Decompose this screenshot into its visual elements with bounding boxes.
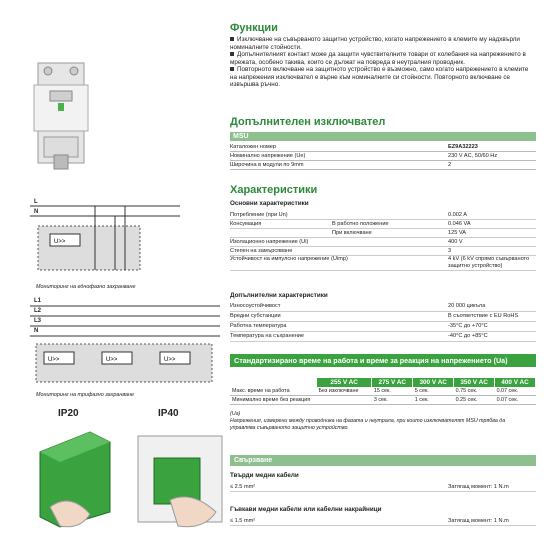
timing-table	[230, 378, 536, 405]
col-300: 300 V AC	[413, 378, 454, 387]
wire-label-L: L	[34, 199, 38, 205]
single-phase-caption: Мониторинг на еднофазно захранване	[36, 284, 136, 290]
table-row: Устойчивост на импулсно напрежение (Uimp) 4 kV (6 kV спрямо съвърваното защитно устройство)	[230, 256, 536, 271]
single-phase-diagram	[30, 196, 180, 288]
product-image	[30, 55, 92, 175]
wire-label-L3: L3	[34, 318, 42, 324]
svg-text:U>>: U>>	[106, 357, 118, 363]
extra-characteristics-title: Допълнителни характеристики	[230, 292, 328, 299]
col-275: 275 V AC	[372, 378, 413, 387]
table-row: Изолационно напрежение (Ui) 400 V	[230, 238, 536, 247]
table-row: Макс. време на работа Без изключване 15 сек. 5 сек. 0.75 сек. 0.07 сек.	[230, 387, 536, 396]
ip20-image	[30, 422, 130, 532]
svg-text:U>>: U>>	[164, 357, 176, 363]
function-item-1: Изключване на съвърваното защитно устройство, когато напрежението в клемите му надхвърли номиналните стойности.	[230, 36, 520, 51]
main-characteristics-title: Основни характеристики	[230, 200, 309, 207]
function-item-2: Допълнителният контакт може да защити чувствителните товари от колебания на напрежението в мрежата, особено такива, които се дължат на повреда в неутралния проводник.	[230, 51, 526, 66]
col-350: 350 V AC	[454, 378, 495, 387]
table-row: Широчина в модули по 9mm 2	[230, 161, 536, 170]
accessory-product-bar: MSU	[230, 132, 536, 141]
table-row: Каталожен номер EZ9A32223	[230, 143, 536, 152]
three-phase-diagram	[30, 298, 220, 390]
wire-label-N: N	[34, 209, 39, 215]
table-row: Номинално напрежение (Ue) 230 V AC, 50/60 Hz	[230, 152, 536, 161]
table-row: Температура на съхранение -40°C до +85°C	[230, 332, 536, 342]
flex-title: Гъвкави медни кабели или кабелни накрайници	[230, 506, 382, 513]
table-row: Консумация В работно положение 0.046 VA	[230, 220, 536, 229]
extra-characteristics-table	[230, 302, 536, 342]
wire-label-L2: L2	[34, 308, 42, 314]
three-phase-caption: Мониторинг на трифазно захранване	[36, 392, 134, 398]
table-row: Потребление (при Un) 0.002 A	[230, 211, 536, 220]
table-row: Степен на замърсяване 3	[230, 247, 536, 256]
wire-label-L1: L1	[34, 298, 42, 304]
table-row: При включване 125 VA	[230, 229, 536, 238]
u-label-1: U>>	[54, 239, 66, 245]
col-400: 400 V AC	[495, 378, 536, 387]
accessory-table	[230, 143, 536, 170]
svg-text:U>>: U>>	[48, 357, 60, 363]
table-row: Работна температура -35°C до +70°C	[230, 322, 536, 332]
ip20-label: IP20	[58, 408, 79, 419]
timing-unit: (Ua)	[230, 411, 241, 417]
characteristics-title: Характеристики	[230, 184, 318, 196]
timing-title: Стандартизирано време на работа и време за реакция на напрежението (Ua)	[230, 354, 536, 367]
flex-row: ≤ 1.5 mm² Затягащ момент: 1 N.m	[230, 517, 536, 526]
functions-list	[230, 36, 530, 89]
ip40-image	[130, 422, 230, 532]
rigid-row: ≤ 2.5 mm² Затягащ момент: 1 N.m	[230, 483, 536, 492]
table-row: Минимално време без реакция 3 сек. 1 сек. 0.25 сек. 0.07 сек.	[230, 396, 536, 405]
functions-title: Функции	[230, 22, 278, 34]
main-characteristics-table	[230, 211, 536, 271]
table-header	[230, 378, 536, 387]
rigid-title: Твърди медни кабели	[230, 472, 299, 479]
table-row: Вредни субстанции В съответствие с EU RoHS	[230, 312, 536, 322]
ip40-label: IP40	[158, 408, 179, 419]
timing-note: Напрежения, измерени между проводника на фазата и неутрала, при които изключвателят MSU трябва да управлява съвърваното защитно устройство.	[230, 418, 506, 431]
function-item-3: Повторното включване на защитното устройство е възможно, само когато напрежението в клемите на напрежения изключвател е върне към номиналните си стойности. Повторното включване се извършва ръчно.	[230, 66, 529, 88]
accessory-title: Допълнителен изключвател	[230, 116, 386, 128]
connection-title: Свързване	[230, 455, 536, 466]
wire-label-N3: N	[34, 328, 39, 334]
table-row: Износоустойчивост 20 000 цикъла	[230, 302, 536, 312]
col-255: 255 V AC	[317, 378, 372, 387]
